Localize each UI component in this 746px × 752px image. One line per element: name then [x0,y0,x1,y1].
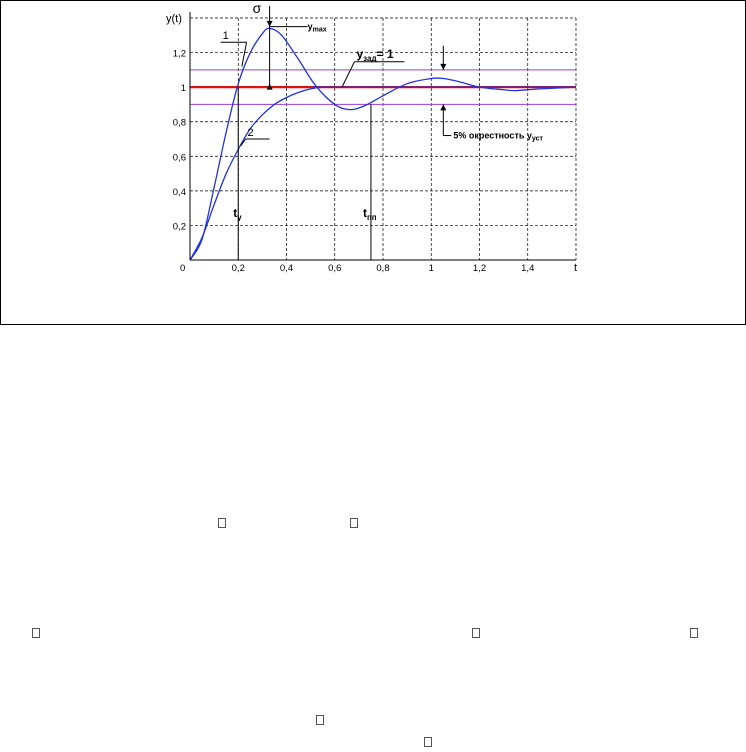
yzad-leader [342,62,354,87]
x-tick-label: 0 [180,263,186,274]
x-tick-label: 0,4 [279,263,294,274]
x-tick-label: 1 [428,263,434,274]
missing-glyph-box [350,518,358,528]
x-tick-label: 0,2 [231,263,245,274]
arrow-head-down [267,21,273,27]
y-tick-label: 1 [180,83,186,95]
y-tick-label: 1,2 [172,48,186,60]
transient-response-chart [0,0,746,326]
x-tick-label: 0,8 [376,263,390,274]
y-tick-label: 0,4 [172,186,186,198]
curve-1-label: 1 [222,30,229,43]
missing-glyph-box [32,628,40,638]
marker-label-пп: $t_{пп}$ [362,205,377,222]
neighborhood-label: 5% окрестность $у_{уст}$ [453,130,543,143]
figure-border [1,1,746,325]
x-tick-label: 1,4 [521,263,535,274]
x-tick-label: 0,6 [328,263,342,274]
missing-glyph-box [316,715,324,725]
tick-labels [166,13,577,274]
missing-glyph-box [424,737,432,747]
annotations [221,0,544,260]
missing-glyph-box [218,518,226,528]
ymax-label: $y_{max}$ [307,21,327,34]
x-axis-label: t [574,262,578,274]
band-bottom-arrow-head [440,104,446,110]
yzad-label: $у_{зад}= 1$ [356,46,394,63]
y-tick-label: 0,8 [172,117,186,129]
missing-glyph-box [472,628,480,638]
y-tick-label: 0,2 [172,221,186,233]
marker-label-у: $t_у$ [233,205,242,222]
sigma-label: σ [252,0,262,16]
curve-2-label: 2 [247,127,254,139]
figure-frame [0,0,746,325]
y-axis-label: y(t) [166,13,182,25]
y-tick-label: 0,6 [172,152,186,164]
x-tick-label: 1,2 [472,263,487,274]
missing-glyph-box [690,628,698,638]
band-top-arrow-head [440,64,446,70]
